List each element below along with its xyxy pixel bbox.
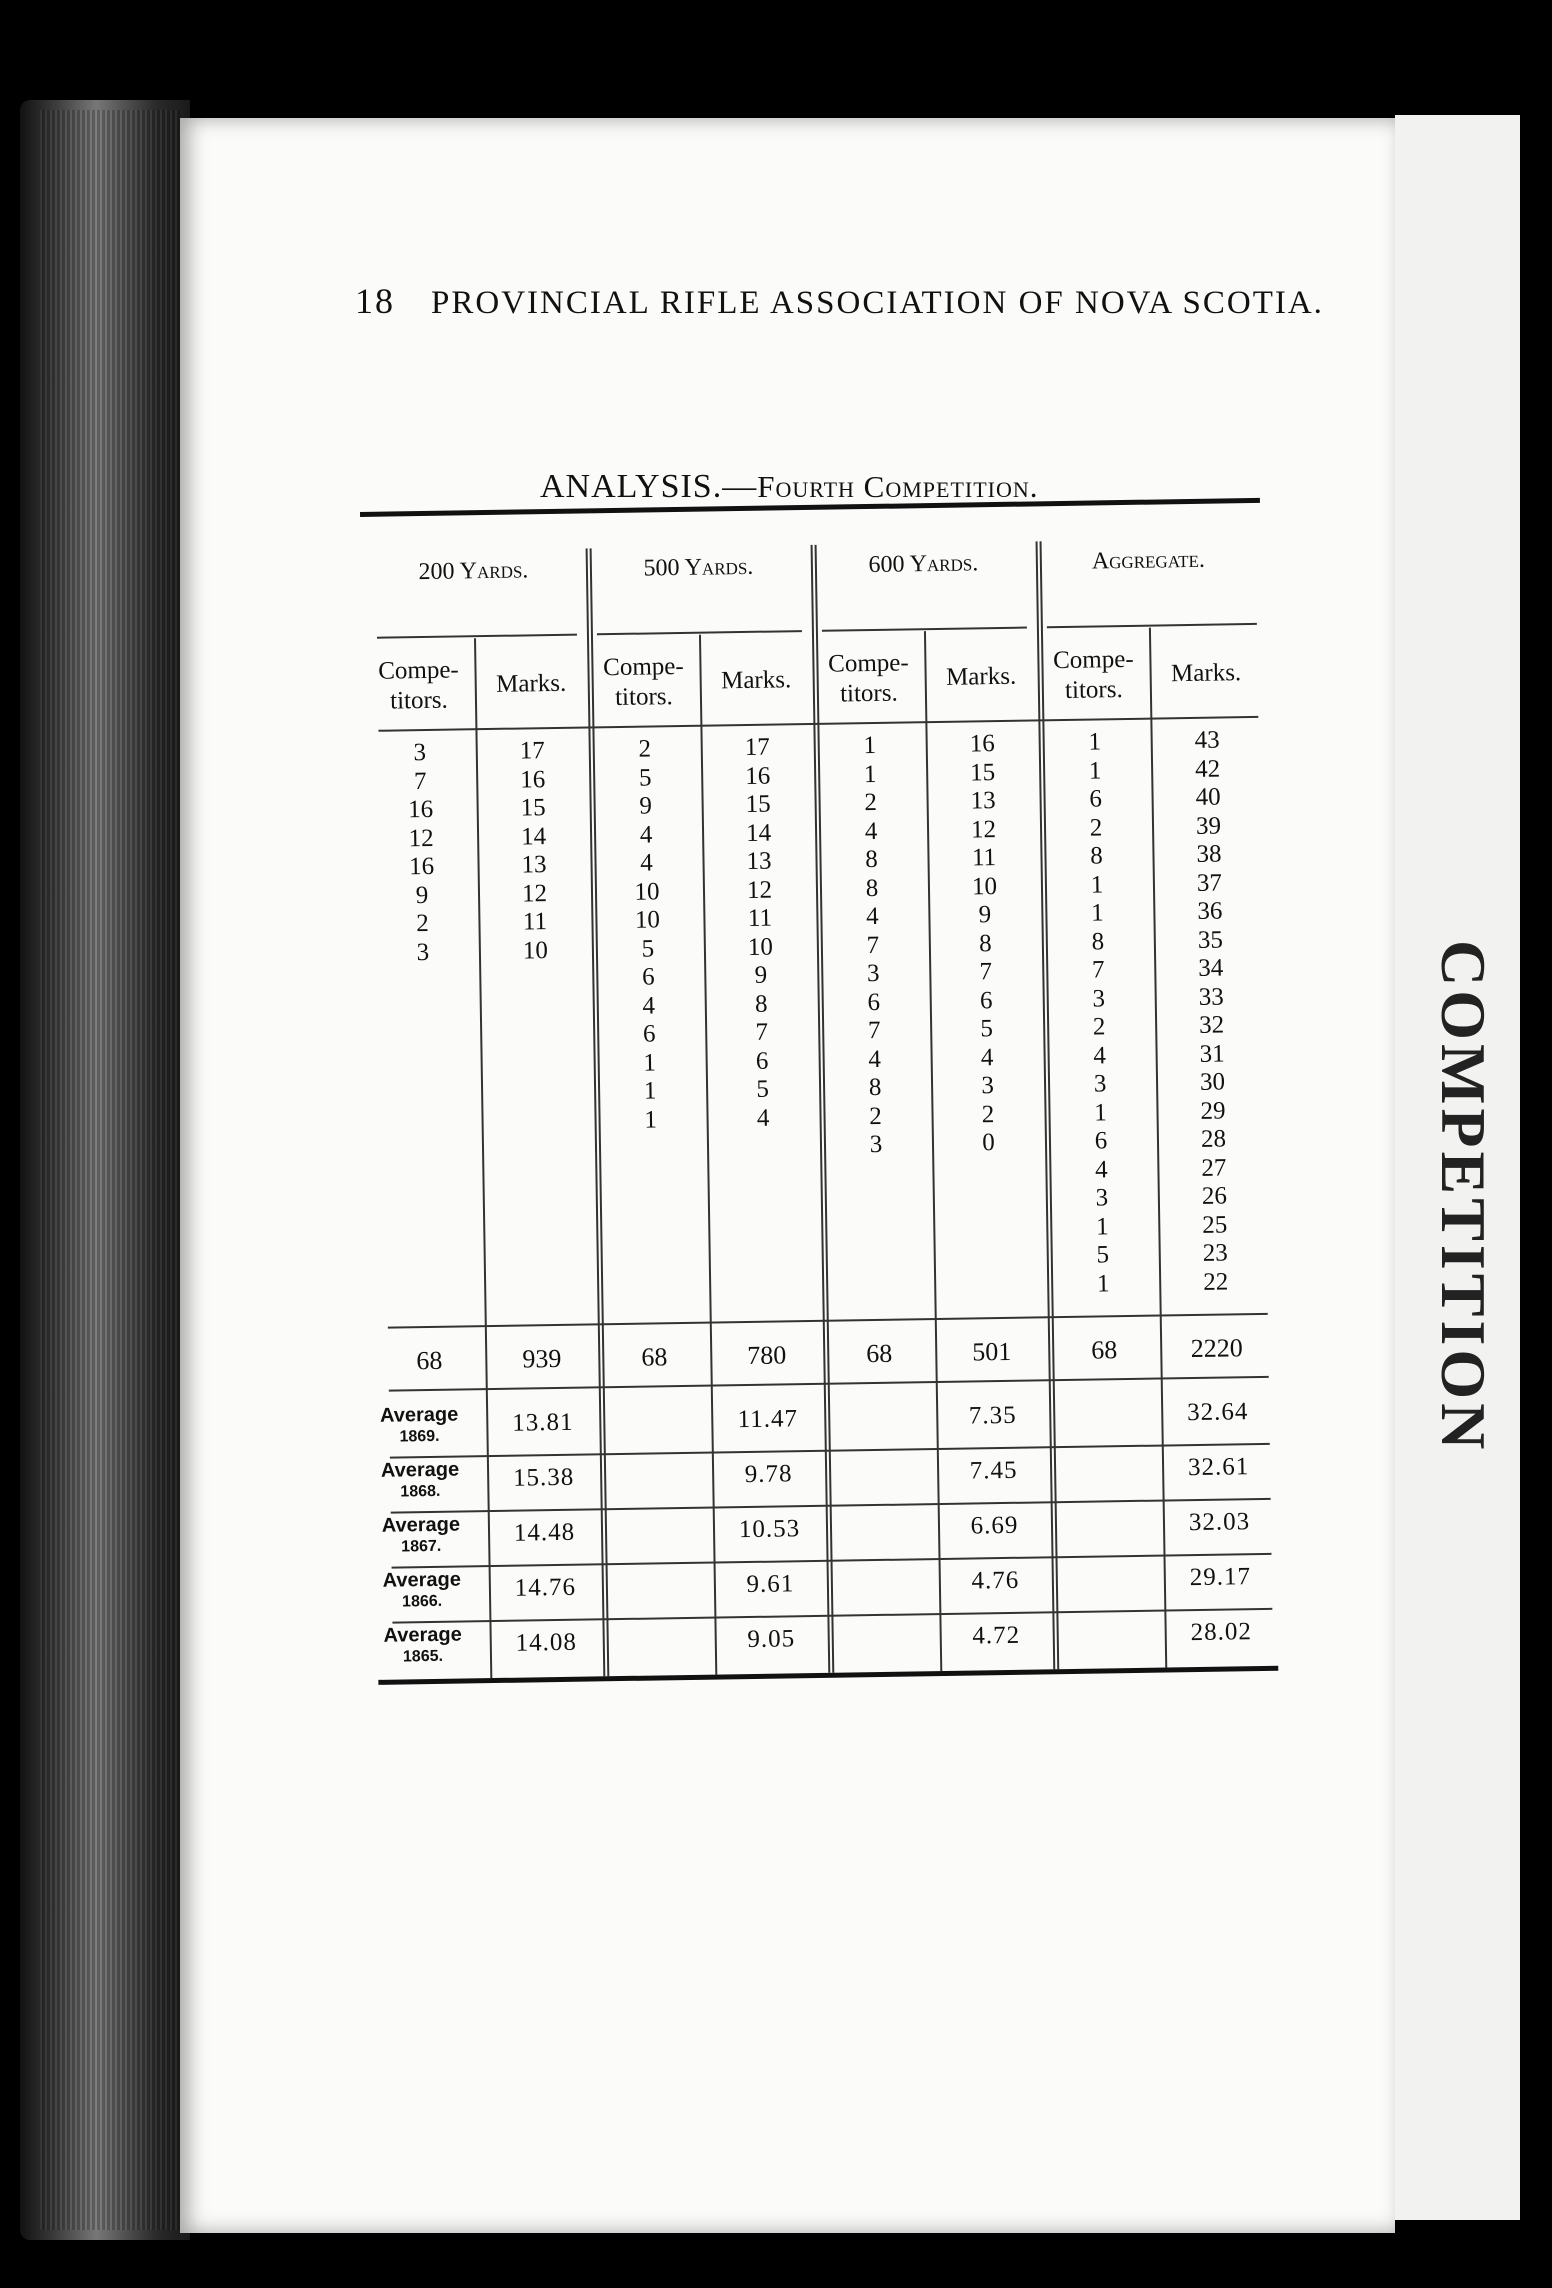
average-label-text: Average [380,1458,460,1482]
average-value-y600: 7.45 [969,1456,1018,1485]
table-cell: 12 [408,824,434,852]
table-cell: 13 [521,851,547,879]
total-500-competitors: 68 [641,1342,668,1372]
table-cell: 1 [644,1105,658,1134]
average-label-text: Average [382,1568,462,1592]
table-cell: 26 [1201,1182,1228,1210]
table-cell: 8 [865,845,878,874]
table-cell: 2 [416,909,429,938]
average-value-y600: 7.35 [968,1401,1017,1430]
average-value-y200: 14.76 [514,1573,577,1602]
table-cell: 8 [1090,842,1103,870]
total-600-competitors: 68 [866,1338,893,1369]
average-label [375,1459,466,1502]
table-cell: 38 [1196,840,1222,868]
average-value-y500: 9.05 [747,1625,796,1654]
running-head-title: PROVINCIAL RIFLE ASSOCIATION OF NOVA SCOTIA. [431,285,1324,321]
table-cell: 37 [1196,869,1223,897]
subhead-agg-marks: Marks. [1170,659,1242,688]
average-value-y500: 11.47 [737,1405,799,1434]
table-cell: 1 [1088,756,1102,785]
table-cell: 12 [970,815,997,843]
table-cell: 6 [642,1020,656,1048]
table-cell: 9 [415,881,429,909]
average-value-y500: 9.61 [746,1570,795,1599]
table-cell: 15 [969,758,996,786]
group-head-aggregate: Aggregate. [1091,546,1206,575]
table-cell: 13 [746,847,772,875]
table-cell: 8 [865,874,879,902]
table-cell: 11 [747,904,773,932]
table-cell: 25 [1202,1210,1228,1239]
table-cell: 4 [1093,1041,1107,1070]
table-cell: 1 [643,1077,657,1105]
table-cell: 16 [969,730,995,758]
col-600-marks [926,729,1046,1158]
table-cell: 10 [634,877,660,906]
total-600-marks: 501 [972,1336,1012,1367]
average-label [374,1404,465,1447]
col-500-marks [701,733,820,1134]
subhead-600-competitors: Compe-titors. [827,649,909,708]
average-label [377,1569,468,1612]
table-cell: 6 [979,986,993,1014]
table-cell: 3 [1092,984,1106,1013]
average-year: 1869. [399,1427,440,1446]
table-cell: 6 [867,988,881,1016]
analysis-table [360,498,1279,1752]
table-cell: 12 [746,876,773,904]
col-500-competitors [589,735,707,1136]
average-value-aggregate: 29.17 [1189,1563,1252,1592]
average-value-aggregate: 32.64 [1186,1398,1249,1427]
table-cell: 31 [1199,1039,1225,1068]
average-value-aggregate: 32.03 [1188,1508,1251,1537]
table-cell: 22 [1202,1267,1229,1296]
total-500-marks: 780 [747,1340,787,1371]
table-cell: 15 [745,790,771,818]
table-cell: 17 [519,737,545,765]
table-cell: 16 [520,765,546,794]
col-200-marks [476,736,593,966]
table-cell: 3 [1093,1070,1107,1098]
average-value-y200: 15.38 [512,1463,575,1492]
subhead-200-marks: Marks. [495,669,567,698]
table-cell: 34 [1198,954,1224,982]
average-year: 1867. [401,1537,442,1556]
table-cell: 1 [1088,728,1102,756]
table-cell: 7 [866,931,880,959]
table-cell: 4 [639,820,653,849]
table-cell: 4 [980,1043,994,1071]
table-cell: 6 [641,963,655,991]
table-cell: 4 [642,991,656,1020]
average-value-y200: 13.81 [511,1408,574,1437]
col-600-competitors [814,731,933,1160]
subhead-600-marks: Marks. [945,662,1017,691]
table-cell: 17 [744,733,770,761]
table-cell: 43 [1194,726,1220,754]
table-cell: 3 [413,738,427,767]
table-cell: 3 [869,1130,883,1159]
table-cell: 6 [1094,1127,1108,1155]
total-200-marks: 939 [522,1343,562,1374]
table-cell: 4 [864,817,878,845]
total-agg-marks: 2220 [1190,1333,1243,1364]
average-label-text: Average [381,1513,461,1537]
table-cell: 42 [1194,755,1221,783]
table-cell: 4 [756,1104,770,1132]
table-cell: 8 [754,990,768,1018]
table-cell: 5 [756,1075,770,1103]
col-200-competitors [364,738,480,968]
table-cell: 23 [1202,1239,1228,1267]
page-number: 18 [355,281,395,321]
table-cell: 12 [521,879,548,908]
subhead-500-competitors: Compe-titors. [602,652,684,712]
col-agg-marks [1150,726,1272,1298]
table-cell: 15 [520,794,546,822]
table-cell: 7 [755,1018,769,1046]
total-agg-competitors: 68 [1091,1335,1118,1365]
average-value-y500: 10.53 [738,1515,801,1544]
table-cell: 5 [638,763,652,792]
table-cell: 10 [634,906,661,934]
table-cell: 7 [413,767,427,795]
table-cell: 4 [640,849,654,877]
table-cell: 4 [868,1045,882,1073]
table-cell: 5 [1096,1241,1110,1269]
table-cell: 2 [864,788,878,817]
table-cell: 10 [522,936,549,964]
table-cell: 36 [1197,897,1223,925]
col-agg-competitors [1038,728,1159,1300]
table-cell: 9 [754,961,768,989]
average-value-y500: 9.78 [744,1460,793,1489]
table-cell: 3 [416,938,430,966]
table-cell: 6 [755,1047,769,1075]
table-cell: 1 [643,1048,657,1077]
average-label-text: Average [379,1403,459,1427]
table-cell: 11 [971,844,997,872]
table-cell: 35 [1197,926,1224,954]
average-year: 1868. [400,1482,441,1501]
table-cell: 8 [868,1073,882,1102]
table-cell: 1 [1090,899,1104,927]
rule [1047,623,1257,628]
group-head-500: 500 Yards. [643,553,754,582]
table-cell: 8 [978,929,992,957]
table-cell: 8 [1091,927,1105,956]
table-cell: 3 [1095,1184,1109,1212]
table-cell: 10 [747,933,774,961]
rule [377,634,577,639]
average-label-text: Average [383,1623,462,1647]
table-cell: 28 [1200,1125,1227,1153]
subhead-200-competitors: Compe-titors. [378,656,459,715]
table-cell: 5 [980,1015,994,1043]
average-value-y200: 14.48 [513,1518,576,1547]
average-value-y600: 4.76 [971,1566,1020,1595]
table-cell: 7 [867,1016,881,1045]
table-cell: 9 [978,901,992,929]
table-cell: 29 [1200,1096,1226,1125]
table-cell: 13 [970,787,996,815]
table-cell: 32 [1198,1011,1225,1039]
table-cell: 16 [408,852,435,881]
page-edges [40,110,180,2230]
subhead-500-marks: Marks. [720,666,792,695]
table-cell: 1 [1090,870,1104,899]
average-value-aggregate: 28.02 [1190,1618,1253,1647]
average-value-aggregate: 32.61 [1187,1453,1250,1482]
table-cell: 1 [1094,1098,1107,1127]
table-cell: 1 [1095,1212,1109,1241]
table-cell: 40 [1195,783,1221,811]
table-cell: 6 [1089,785,1103,813]
table-cell: 16 [744,762,771,790]
table-cell: 30 [1199,1068,1226,1096]
table-cell: 7 [1091,956,1105,984]
table-cell: 0 [982,1129,995,1157]
average-year: 1866. [401,1592,443,1611]
table-cell: 1 [863,731,877,760]
table-cell: 27 [1201,1153,1227,1182]
table-cell: 10 [971,872,998,900]
average-label [377,1624,468,1667]
table-cell: 7 [979,958,993,986]
table-cell: 2 [638,735,652,763]
table-cell: 2 [981,1100,995,1128]
table-cell: 4 [865,902,879,931]
group-head-600: 600 Yards. [868,550,979,579]
table-cell: 2 [1089,813,1103,842]
table-cell: 14 [520,822,547,851]
table-cell: 5 [641,934,655,963]
table-cell: 4 [1094,1155,1108,1184]
running-head [355,280,1324,326]
subhead-agg-competitors: Compe-titors. [1052,645,1134,704]
average-value-y600: 4.72 [972,1621,1021,1650]
table-cell: 11 [522,908,548,936]
table-cell: 2 [1092,1013,1106,1041]
table-cell: 3 [981,1072,995,1100]
table-cell: 1 [1096,1269,1110,1298]
table-cell: 16 [407,795,434,824]
table-cell: 33 [1198,982,1224,1011]
table-cell: 39 [1195,812,1222,840]
table-cell: 2 [869,1102,883,1130]
average-value-y200: 14.08 [515,1628,578,1657]
average-year: 1865. [402,1647,444,1666]
table-cell: 1 [863,760,877,788]
average-label [376,1514,467,1557]
table-cell: 14 [745,819,772,847]
average-value-y600: 6.69 [970,1511,1019,1540]
group-head-200: 200 Yards. [418,557,529,586]
total-200-competitors: 68 [416,1345,443,1376]
table-cell: 9 [639,792,653,820]
table-title-lead: ANALYSIS.— [540,468,758,505]
table-cell: 3 [866,959,880,988]
table-title-rest: Fourth Competition. [757,469,1039,504]
